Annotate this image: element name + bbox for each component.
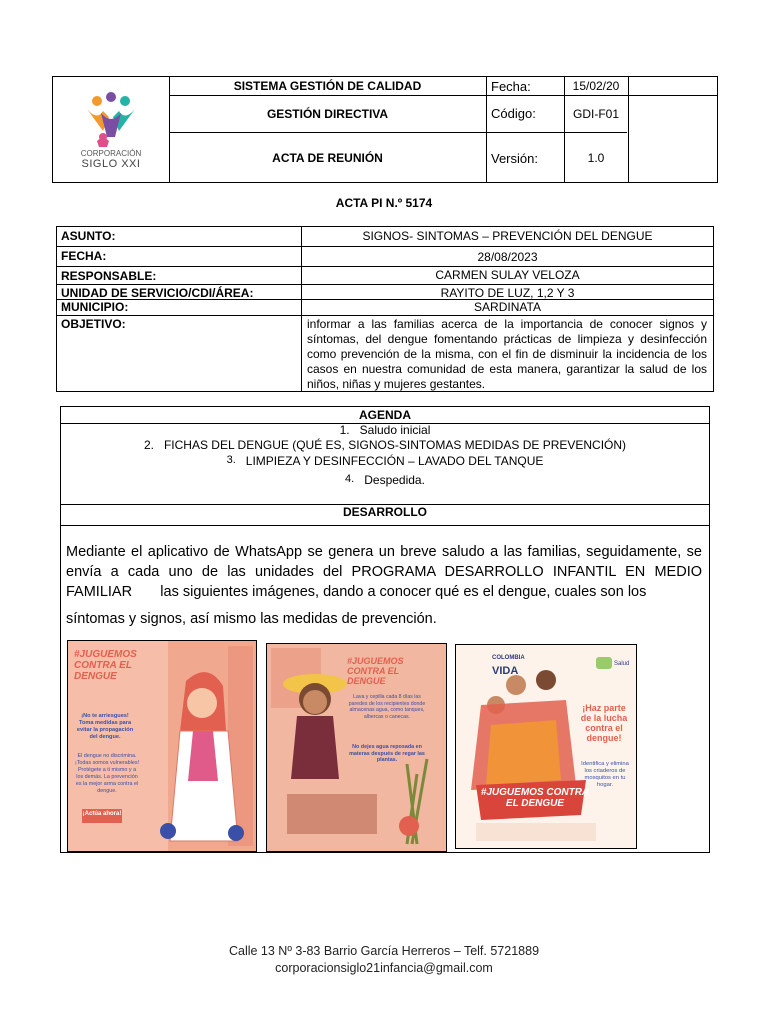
row-objetivo	[57, 316, 713, 392]
agenda-item-4: 4. Despedida.	[345, 473, 425, 487]
poster-3-brand2: VIDA	[492, 665, 519, 677]
objetivo-label: OBJETIVO:	[61, 317, 126, 331]
row-unidad	[57, 284, 713, 300]
fecha-value-2: 28/08/2023	[477, 250, 538, 264]
logo-line2: SIGLO XXI	[81, 158, 141, 170]
version-value: 1.0	[587, 151, 605, 165]
municipio-value: SARDINATA	[474, 300, 541, 314]
responsable-value: CARMEN SULAY VELOZA	[435, 268, 580, 282]
info-table	[56, 226, 714, 392]
poster-1-heading: #JUGUEMOS CONTRA EL DENGUE	[74, 649, 137, 682]
desarrollo-title: DESARROLLO	[343, 505, 427, 519]
version-label: Versión:	[491, 150, 538, 166]
responsable-label: RESPONSABLE:	[61, 269, 157, 283]
asunto-value: SIGNOS- SINTOMAS – PREVENCIÓN DEL DENGUE	[362, 229, 653, 243]
agenda-title: AGENDA	[358, 408, 411, 422]
logo	[53, 77, 169, 184]
poster-2-text1: Lava y cepilla cada 8 días las paredes de los recipientes donde almacenas agua, como tanques, albercas o canecas.	[348, 694, 426, 720]
poster-1-text2: El dengue no discrimina. ¡Todas somos vulnerables! Protégete a ti mismo y a los demás. La prevención es la mejor arma contra el dengue.	[74, 753, 140, 794]
unidad-label: UNIDAD DE SERVICIO/CDI/ÁREA:	[61, 286, 254, 300]
logo-line1: CORPORACIÓN	[80, 149, 142, 158]
poster-1-cta: ¡Actúa ahora!	[82, 811, 122, 817]
municipio-label: MUNICIPIO:	[61, 300, 129, 314]
poster-2-image	[266, 643, 447, 852]
desarrollo-paragraph-end: síntomas y signos, así mismo las medidas de prevención.	[66, 611, 437, 627]
poster-3-heading: ¡Haz parte de la lucha contra el dengue!	[580, 703, 628, 743]
row-municipio	[57, 300, 713, 316]
codigo-value: GDI-F01	[572, 106, 619, 121]
poster-1-text1: ¡No te arriesgues! Toma medidas para evitar la propagación del dengue.	[76, 713, 134, 740]
poster-2-text2: No dejes agua reposada en materas después de regar las plantas.	[349, 744, 425, 763]
asunto-label: ASUNTO:	[61, 229, 116, 243]
poster-1-image	[67, 640, 257, 852]
footer-email: corporacionsiglo21infancia@gmail.com	[275, 961, 493, 975]
objetivo-value: informar a las familias acerca de la importancia de conocer signos y síntomas, del dengue fomentando prácticas de limpieza y desinfección como prevención de la misma, con el fin de disminuir la incidencia de los casos en nuestra comunidad de esta manera, garantizar la salud de los niños, niñas y mujeres gestantes.	[307, 317, 707, 391]
agenda-item-3: 3. LIMPIEZA Y DESINFECCIÓN – LAVADO DEL TANQUE	[226, 454, 544, 468]
poster-3-text: Identifica y elimina los criaderos de mosquitos en tu hogar.	[581, 761, 629, 788]
poster-3-art	[456, 645, 636, 848]
unidad-value: RAYITO DE LUZ, 1,2 Y 3	[440, 286, 575, 300]
poster-3-banner: #JUGUEMOS CONTRA EL DENGUE	[480, 787, 590, 809]
row-fecha	[57, 247, 713, 267]
fecha-value: 15/02/20	[572, 79, 620, 93]
logo-figures-icon	[81, 91, 141, 147]
acta-title: ACTA PI N.º 5174	[335, 196, 433, 210]
agenda-item-1: 1. Saludo inicial	[339, 423, 431, 437]
doc-type-title: ACTA DE REUNIÓN	[272, 151, 383, 165]
row-asunto	[57, 227, 713, 247]
fecha-label-2: FECHA:	[61, 249, 107, 263]
system-title: SISTEMA GESTIÓN DE CALIDAD	[233, 79, 422, 93]
poster-3-brand1: COLOMBIA	[492, 655, 525, 661]
row-responsable	[57, 267, 713, 284]
poster-2-heading: #JUGUEMOS CONTRA EL DENGUE	[347, 656, 404, 686]
agenda-item-2: 2. FICHAS DEL DENGUE (QUÉ ES, SIGNOS-SINTOMAS MEDIDAS DE PREVENCIÓN)	[143, 438, 627, 452]
fecha-label: Fecha:	[491, 78, 531, 94]
codigo-label: Código:	[491, 106, 536, 121]
footer-address: Calle 13 Nº 3-83 Barrio García Herreros – Telf. 5721889	[228, 944, 540, 958]
management-title: GESTIÓN DIRECTIVA	[266, 106, 389, 121]
header-table	[52, 76, 718, 183]
poster-3-salud: Salud	[614, 661, 630, 667]
poster-3-image	[455, 644, 637, 849]
desarrollo-paragraph: Mediante el aplicativo de WhatsApp se genera un breve saludo a las familias, seguidamente, se envía a cada uno de las unidades del PROGRAMA DESARROLLO INFANTIL EN MEDIO FAMILIAR las siguientes imágenes, dando a conocer qué es el dengue, cuales son los	[66, 544, 702, 600]
